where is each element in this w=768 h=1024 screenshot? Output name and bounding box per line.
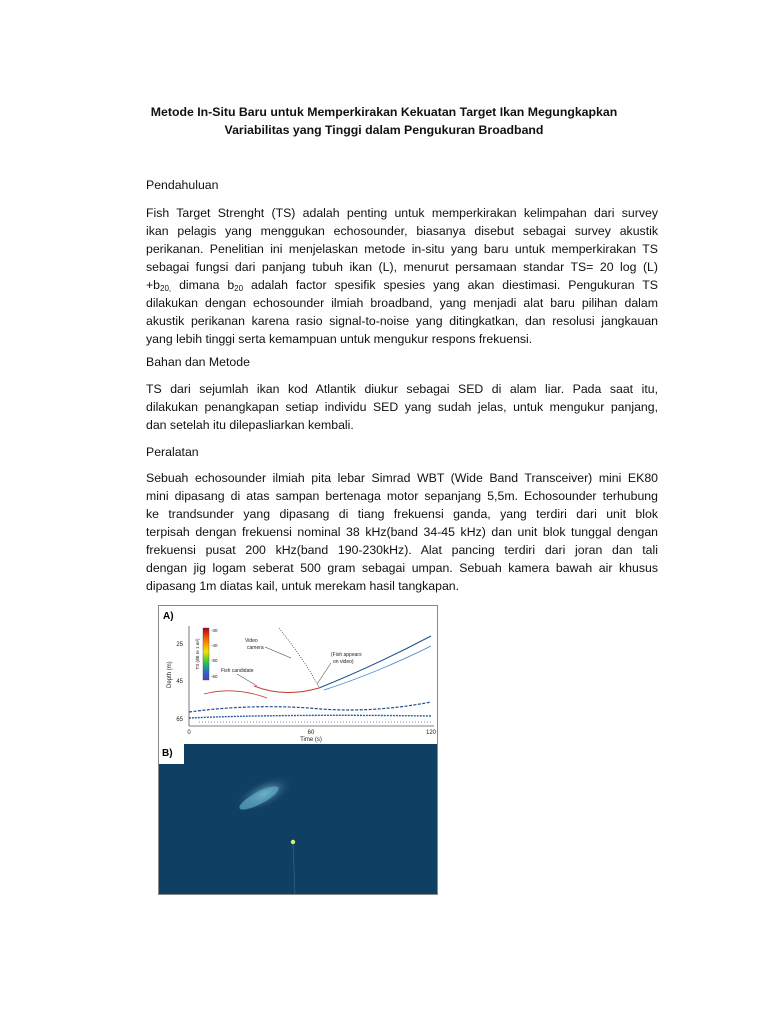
colorbar bbox=[203, 628, 209, 680]
equipment-line: dengan jig logam seberat 500 gram sebagai umpan. Sebuah kamera bawah air khusus bbox=[146, 561, 658, 575]
equipment-line: terpisah dengan frekuensi nominal 38 kHz(band 34-45 kHz) dan unit blok tunggal dengan bbox=[146, 525, 658, 539]
colorbar-tick: -30 bbox=[211, 628, 218, 633]
methods-line: TS dari sejumlah ikan kod Atlantik diukur sebagai SED di alam liar. Pada saat itu, bbox=[146, 382, 658, 396]
intro-line-part: adalah factor spesifik spesies yang akan diestimasi. Pengukuran TS bbox=[243, 278, 658, 292]
methods-paragraph bbox=[146, 380, 658, 434]
annotation-video: Video bbox=[245, 638, 258, 644]
title-line-2: Variabilitas yang Tinggi dalam Pengukuran Broadband bbox=[224, 123, 544, 137]
title-line-1: Metode In-Situ Baru untuk Memperkirakan Kekuatan Target Ikan Megungkapkan bbox=[150, 105, 618, 119]
intro-line: sebagai fungsi dari panjang tubuh ikan (L), menurut persamaan standar TS= 20 log (L) bbox=[146, 260, 658, 274]
methods-line: dan setelah itu dilepasliarkan kembali. bbox=[146, 418, 354, 432]
intro-line-part: dimana b bbox=[171, 278, 235, 292]
x-axis-label: Time (s) bbox=[300, 737, 322, 743]
fish-track bbox=[204, 691, 267, 698]
colorbar-tick: -50 bbox=[211, 658, 218, 663]
annotation-fish-appears: on video) bbox=[333, 659, 354, 665]
x-tick-label: 0 bbox=[187, 730, 191, 736]
equipment-line: frekuensi pusat 200 kHz(band 190-230kHz). Alat pancing terdiri dari joran dan tali bbox=[146, 543, 658, 557]
colorbar-tick: -60 bbox=[211, 674, 218, 679]
equipment-line: mini dipasang di atas sampan bertenaga motor sepanjang 5,5m. Echosounder terhubung bbox=[146, 489, 658, 503]
figure bbox=[158, 605, 438, 895]
x-tick-label: 120 bbox=[425, 730, 437, 736]
subscript: 20, bbox=[160, 284, 172, 293]
echogram-panel bbox=[159, 606, 437, 744]
intro-line: akustik perikanan karena rasio signal-to-noise yang ditingkatkan, dan resolusi jangkauan bbox=[146, 314, 658, 328]
intro-line-part: +b bbox=[146, 278, 161, 292]
panel-b-label: B) bbox=[159, 744, 184, 764]
video-frame-svg bbox=[159, 744, 437, 894]
annotation-arrow bbox=[317, 663, 331, 684]
bottom-echo bbox=[189, 715, 431, 718]
x-tick-label: 60 bbox=[307, 730, 315, 736]
intro-line-equation bbox=[146, 276, 658, 294]
equipment-heading: Peralatan bbox=[146, 445, 199, 459]
equipment-line: ke trandsunder yang dipasang di tiang frekuensi ganda, yang terdiri dari unit blok bbox=[146, 507, 658, 521]
equipment-line: dipasang 1m diatas kail, untuk merekam hasil tangkapan. bbox=[146, 579, 460, 593]
echogram-svg bbox=[159, 606, 437, 744]
panel-a-label: A) bbox=[163, 611, 174, 622]
bottom-echo bbox=[189, 702, 431, 712]
equipment-line: Sebuah echosounder ilmiah pita lebar Simrad WBT (Wide Band Transceiver) mini EK80 bbox=[146, 471, 658, 485]
jig-trace bbox=[279, 628, 319, 688]
jig-lure bbox=[291, 840, 295, 844]
colorbar-tick: -40 bbox=[211, 643, 218, 648]
annotation-arrow bbox=[237, 674, 257, 686]
annotation-fish-appears: (Fish appears bbox=[331, 652, 362, 658]
intro-paragraph bbox=[146, 204, 658, 348]
annotation-video: camera bbox=[247, 645, 264, 651]
methods-line: dilakukan penangkapan setiap individu SED yang sudah jelas, untuk mengukur panjang, bbox=[146, 400, 658, 414]
fish-track bbox=[254, 686, 319, 693]
y-tick-label: 25 bbox=[176, 642, 183, 648]
intro-heading: Pendahuluan bbox=[146, 178, 219, 192]
y-tick-label: 65 bbox=[176, 717, 183, 723]
annotation-arrow bbox=[265, 647, 291, 658]
fishing-line bbox=[293, 844, 295, 894]
y-tick-label: 45 bbox=[176, 679, 183, 685]
video-frame-panel bbox=[159, 744, 437, 894]
colorbar-label: TS (dB re 1 m²) bbox=[195, 638, 200, 670]
intro-line: dilakukan dengan echosounder ilmiah broadband, yang menjadi alat baru pilihan dalam bbox=[146, 296, 658, 310]
subscript: 20 bbox=[234, 284, 244, 293]
intro-line: perikanan. Penelitian ini menjelaskan metode in-situ yang baru untuk memperkirakan TS bbox=[146, 242, 658, 256]
intro-line: Fish Target Strenght (TS) adalah penting untuk memperkirakan kelimpahan dari survey bbox=[146, 206, 658, 220]
annotation-candidate: Fish candidate bbox=[221, 668, 254, 674]
intro-line: ikan pelagis yang menggukan echosounder, biasanya disebut sebagai survey akustik bbox=[146, 224, 658, 238]
y-axis-label: Depth (m) bbox=[167, 661, 173, 688]
methods-heading: Bahan dan Metode bbox=[146, 355, 250, 369]
equipment-paragraph bbox=[146, 469, 658, 595]
document-title bbox=[120, 103, 648, 139]
intro-line: yang lebih tinggi serta kemampuan untuk mengukur respons frekuensi. bbox=[146, 332, 533, 346]
